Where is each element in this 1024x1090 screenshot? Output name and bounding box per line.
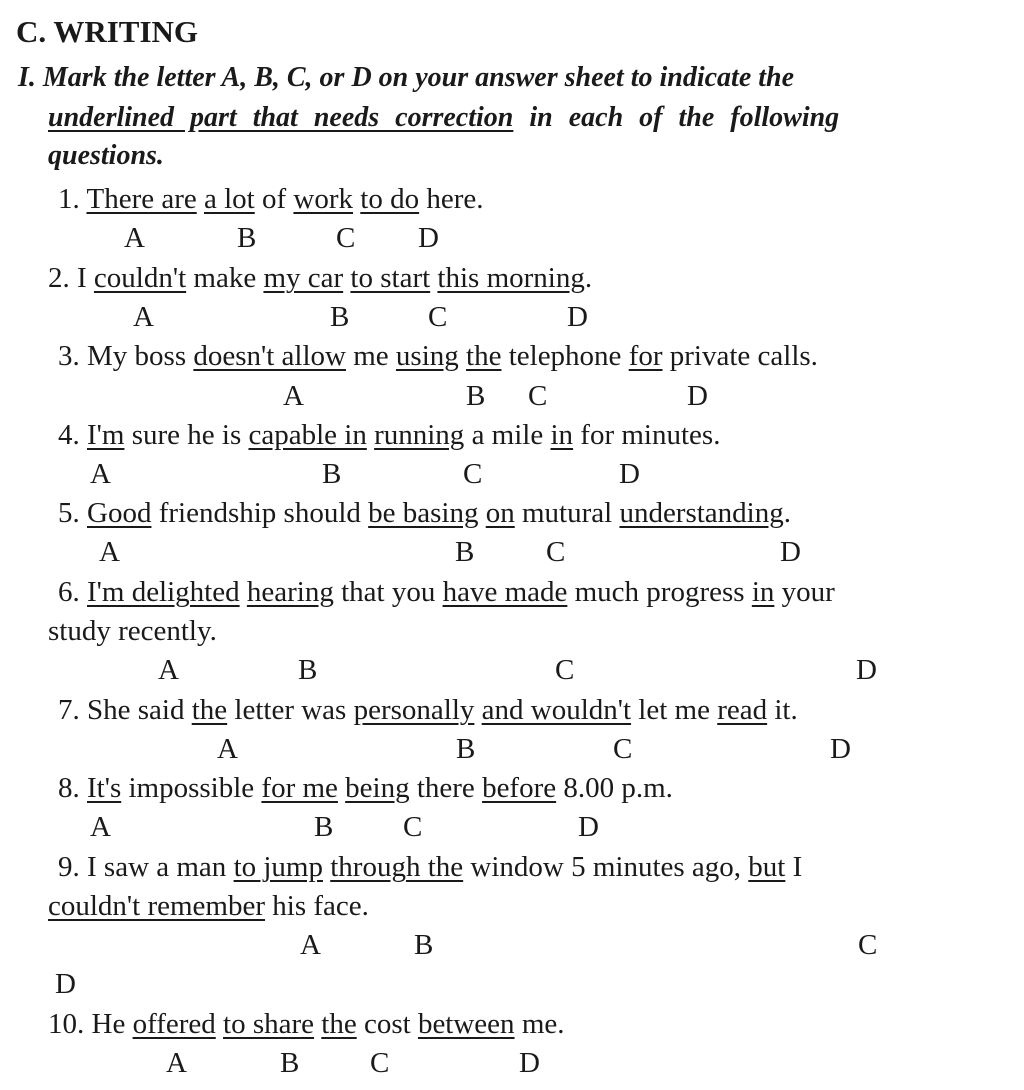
q1-option-b: a lot: [204, 183, 255, 215]
q3-letter-b: B: [466, 380, 486, 412]
q7-letter-d: D: [830, 733, 851, 765]
instruction-rest: in each of the following: [529, 102, 840, 133]
q3-option-b: using: [395, 340, 459, 372]
q9-letter-a: A: [300, 929, 321, 961]
q2-letter-b: B: [330, 301, 350, 333]
q9-text: I: [785, 851, 803, 883]
q9-option-c: but: [748, 851, 786, 883]
q8-letter-a: A: [90, 811, 111, 843]
q1-text: 1.: [58, 183, 87, 215]
q4-text: sure he is: [124, 419, 249, 451]
q5-letter-a: A: [99, 536, 120, 568]
q6-text: that you: [333, 576, 443, 608]
q10-text: me.: [514, 1008, 565, 1040]
q6-option-c: have made: [442, 576, 568, 608]
q7-option-a: the: [191, 694, 228, 726]
q4-text: a mile: [464, 419, 551, 451]
instruction-line-3: questions.: [48, 140, 164, 171]
q1-letter-b: B: [237, 222, 257, 254]
q3-text: me: [345, 340, 396, 372]
q5-letter-d: D: [780, 536, 801, 568]
q5-text: 5.: [58, 497, 87, 529]
q8-text: 8.00 p.m.: [556, 772, 673, 804]
question-1: [58, 183, 484, 216]
q6-text: 6.: [58, 576, 87, 608]
q9-option-b: through the: [330, 851, 464, 883]
q7-text: it.: [767, 694, 798, 726]
q7-option-d: read: [717, 694, 768, 726]
q10-text: cost: [356, 1008, 418, 1040]
q10-option-c: the: [321, 1008, 357, 1040]
q6-text: [240, 576, 247, 608]
question-8: [58, 772, 673, 805]
q8-text: there: [409, 772, 483, 804]
q6-letter-a: A: [158, 654, 179, 686]
q9-letter-c: C: [858, 929, 878, 961]
q8-option-d: before: [482, 772, 557, 804]
q7-text: 7. She said: [58, 694, 192, 726]
q6-text: much progress: [567, 576, 752, 608]
q6-option-b: hearing: [246, 576, 334, 608]
q6-text: your: [774, 576, 835, 608]
q3-text: private calls.: [662, 340, 818, 372]
q5-letter-b: B: [455, 536, 475, 568]
instruction-line-2: [48, 102, 839, 134]
q4-letter-a: A: [90, 458, 111, 490]
q9-text: his face.: [265, 890, 369, 922]
instruction-text: Mark the letter A, B, C, or D on your answer sheet to indicate the: [42, 62, 795, 93]
q8-text: impossible: [121, 772, 262, 804]
q4-option-c: running: [374, 419, 465, 451]
q9-continuation: [48, 890, 369, 923]
q3-letter-d: D: [687, 380, 708, 412]
q8-option-b: for me: [261, 772, 338, 804]
q3-option-c: the: [466, 340, 502, 372]
q5-option-a: Good: [87, 497, 152, 529]
q2-option-b: my car: [263, 262, 344, 294]
q1-option-d: to do: [360, 183, 420, 215]
q1-text: [197, 183, 204, 215]
q5-letter-c: C: [546, 536, 566, 568]
q8-letter-c: C: [403, 811, 423, 843]
q3-text: telephone: [501, 340, 629, 372]
q6-option-a: I'm delighted: [87, 576, 240, 608]
q5-option-d: understanding: [619, 497, 784, 529]
q10-letter-b: B: [280, 1047, 300, 1079]
q2-option-c: to start: [350, 262, 431, 294]
q8-letter-b: B: [314, 811, 334, 843]
q4-letter-d: D: [619, 458, 640, 490]
q5-text: friendship should: [151, 497, 369, 529]
q1-letter-c: C: [336, 222, 356, 254]
q6-option-d: in: [751, 576, 775, 608]
q9-text: window 5 minutes ago,: [463, 851, 749, 883]
q6-letter-c: C: [555, 654, 575, 686]
question-2: [48, 262, 592, 295]
q7-letter-b: B: [456, 733, 476, 765]
q4-option-d: in: [550, 419, 574, 451]
q10-letter-c: C: [370, 1047, 390, 1079]
q7-text: [474, 694, 481, 726]
q10-text: [216, 1008, 223, 1040]
q10-option-a: offered: [132, 1008, 216, 1040]
q10-letter-a: A: [166, 1047, 187, 1079]
q9-letter-b: B: [414, 929, 434, 961]
q2-letter-a: A: [133, 301, 154, 333]
q1-text: of: [254, 183, 294, 215]
q10-option-d: between: [417, 1008, 515, 1040]
q4-text: for minutes.: [573, 419, 721, 451]
question-10: [48, 1008, 565, 1041]
instruction-line-1: [18, 62, 794, 94]
q3-option-d: for: [628, 340, 663, 372]
q2-text: 2. I: [48, 262, 94, 294]
q4-text: 4.: [58, 419, 87, 451]
q10-option-b: to share: [223, 1008, 315, 1040]
q6-letter-d: D: [856, 654, 877, 686]
instruction-underlined-part: underlined part that needs correction: [48, 102, 514, 133]
q5-text: mutural: [514, 497, 620, 529]
q1-text: here.: [419, 183, 484, 215]
q1-letter-a: A: [124, 222, 145, 254]
q8-option-a: It's: [87, 772, 122, 804]
q3-letter-a: A: [283, 380, 304, 412]
q4-option-b: capable in: [248, 419, 367, 451]
q7-letter-c: C: [613, 733, 633, 765]
q9-option-a: to jump: [233, 851, 323, 883]
q3-text: 3. My boss: [58, 340, 194, 372]
q8-letter-d: D: [578, 811, 599, 843]
q4-text: [367, 419, 374, 451]
q5-text: [478, 497, 485, 529]
q10-text: 10. He: [48, 1008, 133, 1040]
q5-option-b: be basing: [368, 497, 479, 529]
q4-letter-c: C: [463, 458, 483, 490]
q1-letter-d: D: [418, 222, 439, 254]
q7-letter-a: A: [217, 733, 238, 765]
q2-text: make: [186, 262, 264, 294]
q7-option-c: and wouldn't: [481, 694, 632, 726]
q6-continuation: study recently.: [48, 615, 217, 647]
q3-letter-c: C: [528, 380, 548, 412]
question-7: [58, 694, 798, 727]
q1-option-a: There are: [86, 183, 197, 215]
q5-text: .: [783, 497, 791, 529]
q9-option-d: couldn't remember: [48, 890, 266, 922]
q10-letter-d: D: [519, 1047, 540, 1079]
question-5: [58, 497, 791, 530]
q9-text: 9. I saw a man: [58, 851, 234, 883]
q2-letter-d: D: [567, 301, 588, 333]
q8-option-c: being: [345, 772, 410, 804]
q7-text: letter was: [227, 694, 354, 726]
q2-text: .: [584, 262, 593, 294]
q1-option-c: work: [293, 183, 354, 215]
q2-option-d: this morning: [437, 262, 585, 294]
q2-letter-c: C: [428, 301, 448, 333]
q3-text: [459, 340, 466, 372]
section-title: C. WRITING: [16, 14, 199, 49]
q2-option-a: couldn't: [93, 262, 187, 294]
question-3: [58, 340, 818, 373]
question-9: [58, 851, 802, 884]
q9-letter-d: D: [55, 968, 76, 1000]
q8-text: 8.: [58, 772, 87, 804]
q5-option-c: on: [485, 497, 515, 529]
question-4: [58, 419, 720, 452]
q3-option-a: doesn't allow: [193, 340, 346, 372]
q7-option-b: personally: [353, 694, 475, 726]
q4-option-a: I'm: [87, 419, 125, 451]
q7-text: let me: [631, 694, 718, 726]
question-6: [58, 576, 835, 609]
instruction-number: I.: [18, 62, 36, 93]
q4-letter-b: B: [322, 458, 342, 490]
q6-letter-b: B: [298, 654, 318, 686]
